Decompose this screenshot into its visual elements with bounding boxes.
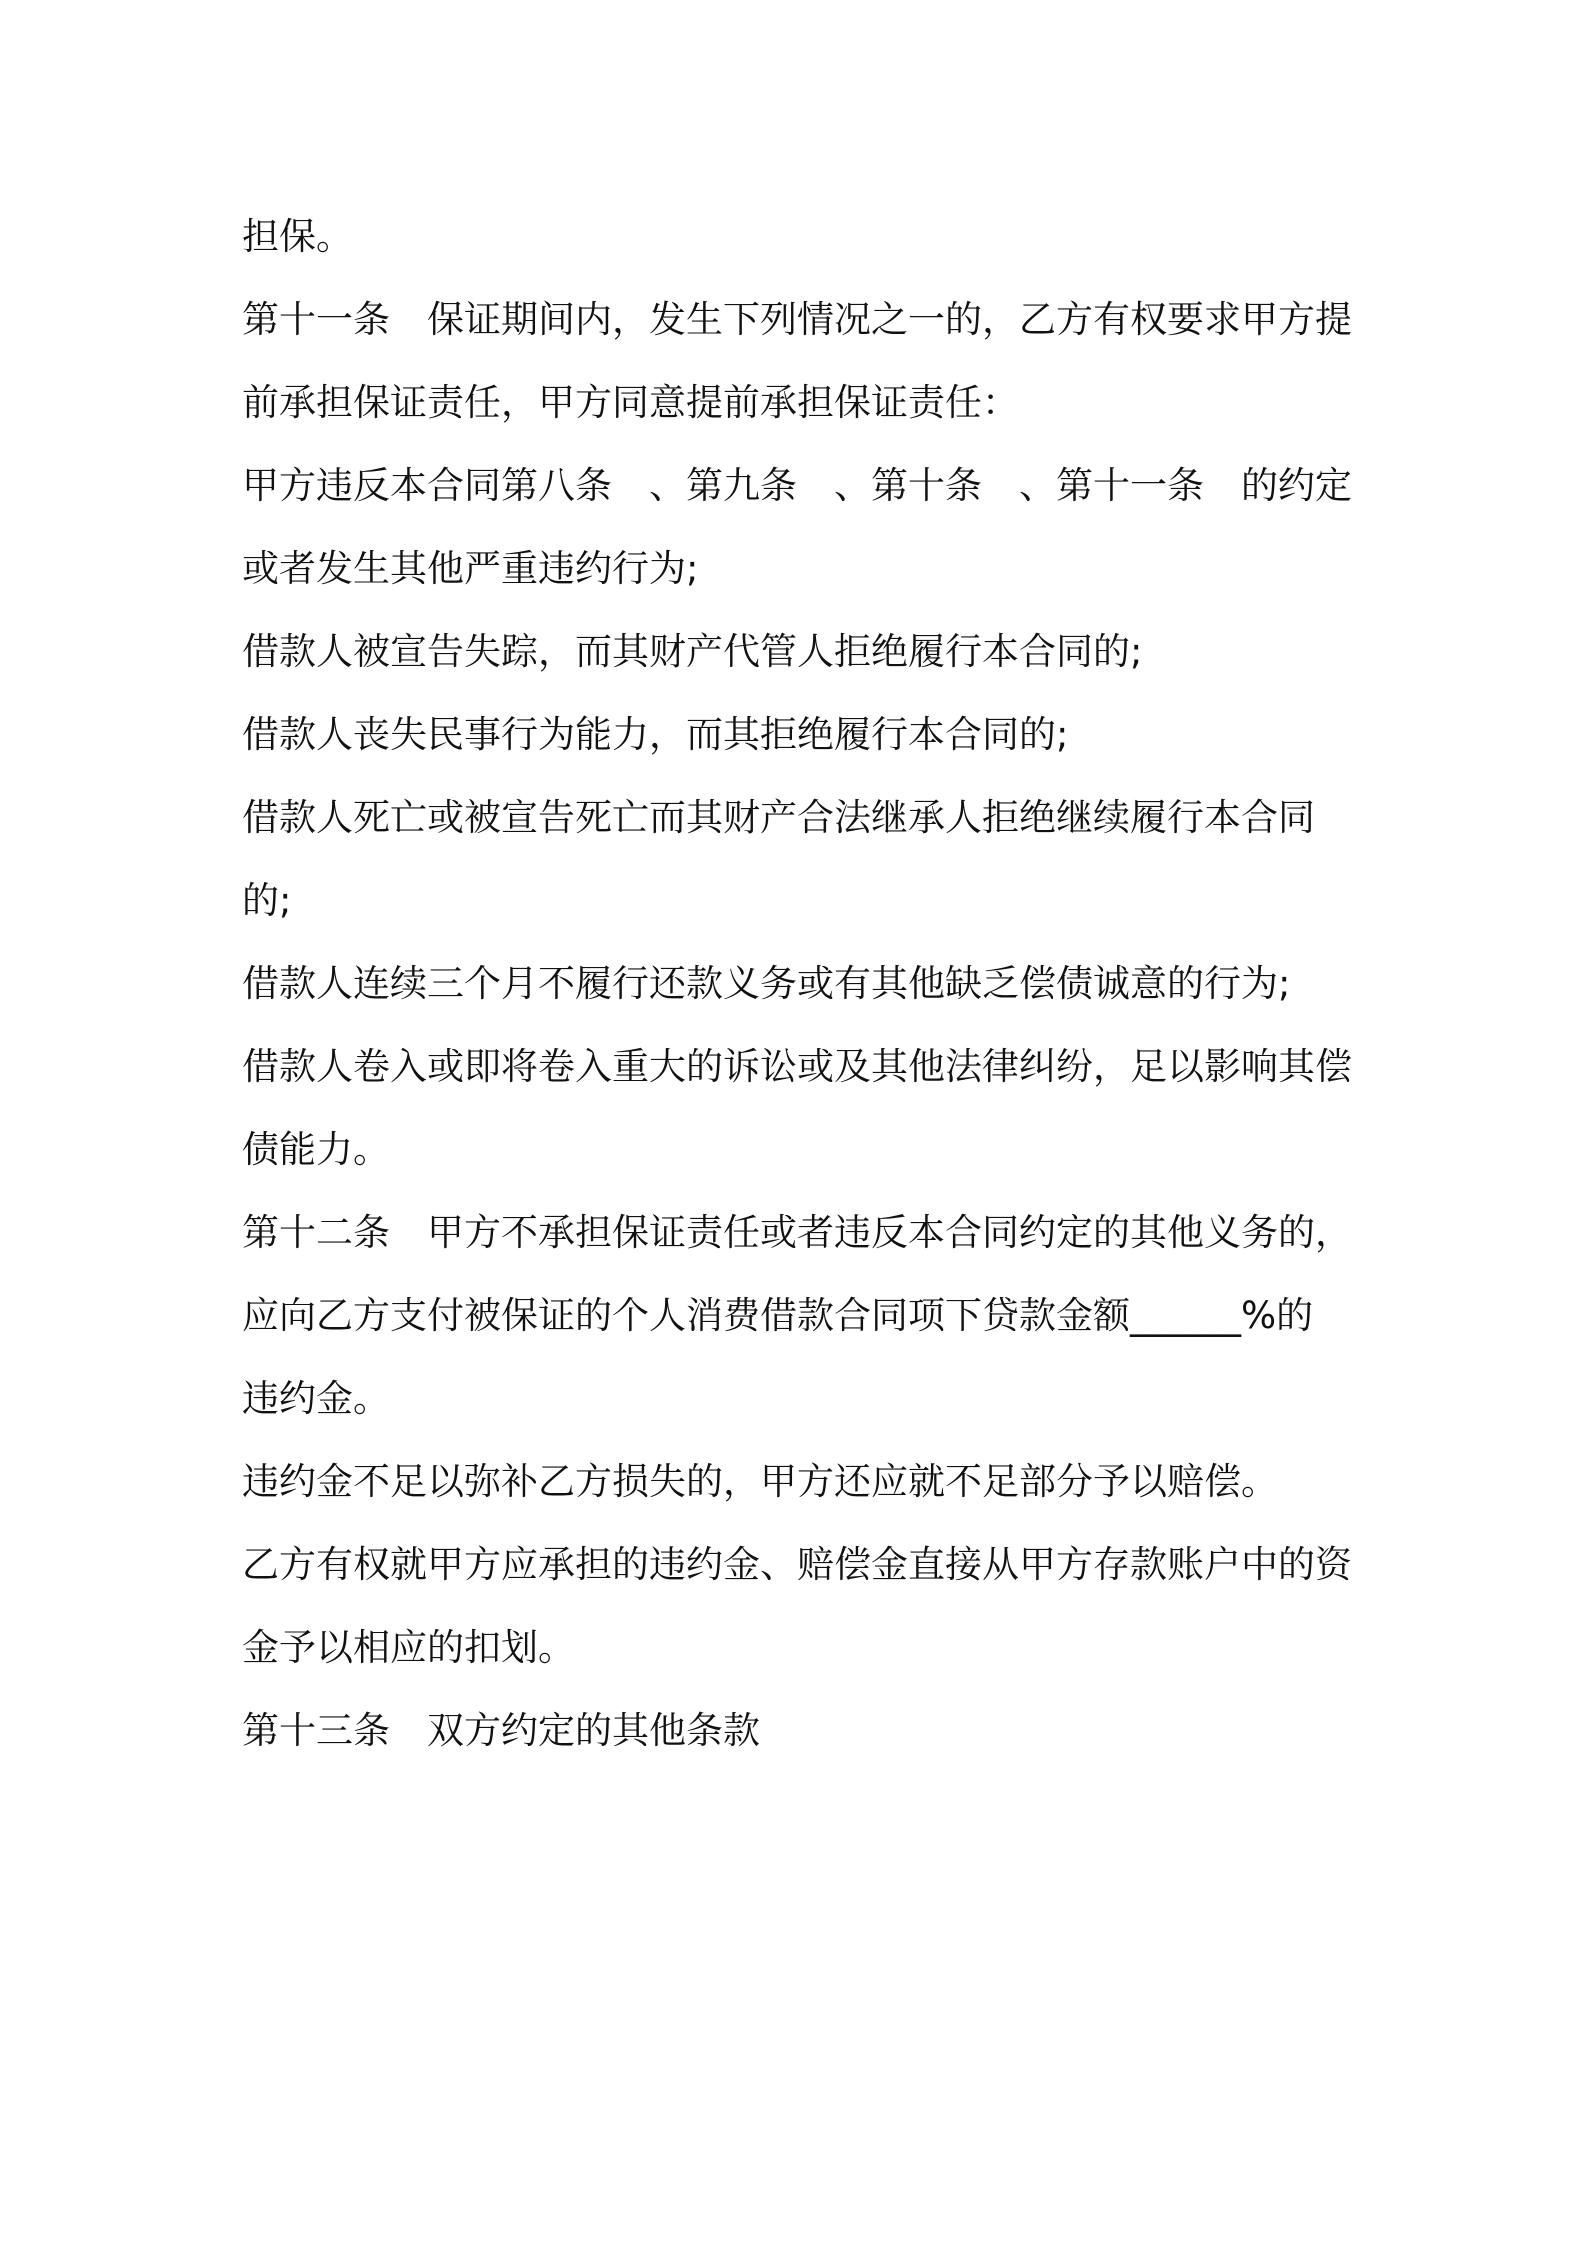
text-line: 前承担保证责任，甲方同意提前承担保证责任：: [242, 381, 1019, 424]
document-body: [242, 195, 1362, 1772]
article-13-heading-line: 第十三条 双方约定的其他条款: [242, 1709, 760, 1752]
text-line: 违约金。: [242, 1377, 390, 1420]
list-item-death: 借款人死亡或被宣告死亡而其财产合法继承人拒绝继续履行本合同: [242, 796, 1315, 839]
text-line: 债能力。: [242, 1128, 390, 1171]
list-item-default: 借款人连续三个月不履行还款义务或有其他缺乏偿债诚意的行为;: [242, 962, 1291, 1005]
text-line: 或者发生其他严重违约行为;: [242, 547, 699, 590]
list-item-missing: 借款人被宣告失踪，而其财产代管人拒绝履行本合同的;: [242, 630, 1143, 673]
list-item-litigation: 借款人卷入或即将卷入重大的诉讼或及其他法律纠纷，足以影响其偿: [242, 1045, 1352, 1088]
text-line-deduction: 乙方有权就甲方应承担的违约金、赔偿金直接从甲方存款账户中的资: [242, 1543, 1352, 1586]
article-12-heading-line: 第十二条 甲方不承担保证责任或者违反本合同约定的其他义务的，: [242, 1211, 1352, 1254]
text-line: 的;: [242, 879, 292, 922]
text-line-guarantee-end: 担保。: [242, 215, 353, 258]
text-line: 金予以相应的扣划。: [242, 1626, 575, 1669]
article-11-heading-line: 第十一条 保证期间内，发生下列情况之一的，乙方有权要求甲方提: [242, 298, 1352, 341]
text-line-compensation: 违约金不足以弥补乙方损失的，甲方还应就不足部分予以赔偿。: [242, 1460, 1278, 1503]
list-item-breach: 甲方违反本合同第八条 、第九条 、第十条 、第十一条 的约定: [242, 464, 1352, 507]
list-item-incapacity: 借款人丧失民事行为能力，而其拒绝履行本合同的;: [242, 713, 1069, 756]
text-line-penalty-amount: 应向乙方支付被保证的个人消费借款合同项下贷款金额______%的: [242, 1294, 1314, 1337]
